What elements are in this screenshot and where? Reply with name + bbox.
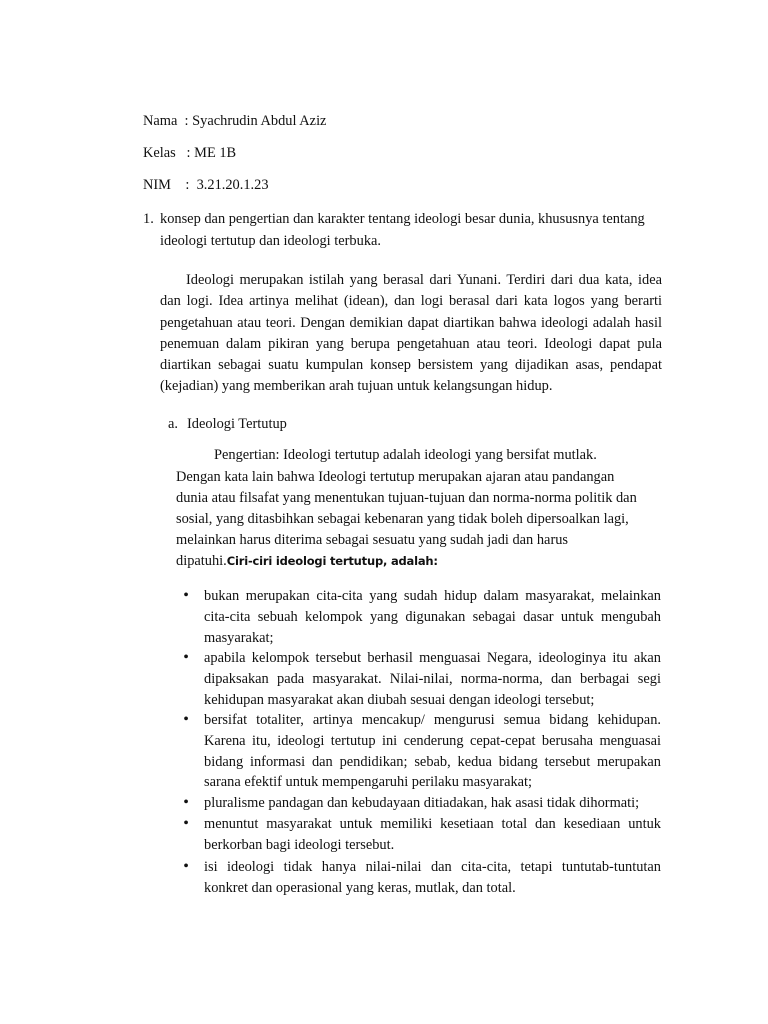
nim-value: 3.21.20.1.23 (196, 177, 269, 193)
bullet-item-5: menuntut masyarakat untuk memiliki kesetiaan total dan kesediaan untuk berkorban bagi ideologi tersebut. (204, 816, 661, 853)
question-number: 1. (143, 211, 154, 227)
bullet-item-2: apabila kelompok tersebut berhasil menguasai Negara, ideologinya itu akan dipaksakan pada masyarakat. Nilai-nilai, norma-norma, dan berbagai segi kehidupan masyarakat akan diubah sesuai dengan ideologi tersebut; (204, 650, 661, 708)
bullet-item-1: bukan merupakan cita-cita yang sudah hidup dalam masyarakat, melainkan cita-cita sebuah kelompok yang digunakan sebagai dasar untuk mengubah masyarakat; (204, 588, 661, 646)
nama-line (143, 110, 326, 132)
bullet-item-3: bersifat totaliter, artinya mencakup/ mengurusi semua bidang kehidupan. Karena itu, ideologi tertutup ini cenderung cepat-cepat berusaha menguasai bidang informasi dan pendidikan; sebab, kedua bidang tersebut merupakan sarana efektif untuk mempengaruhi perilaku masyarakat; (204, 712, 661, 791)
nim-label: NIM : (143, 177, 197, 193)
nama-value: Syachrudin Abdul Aziz (192, 113, 327, 129)
bullet-item-4: pluralisme pandagan dan kebudayaan ditiadakan, hak asasi tidak dihormati; (204, 795, 640, 811)
definition-line-3: dunia atau filsafat yang menentukan tujuan-tujuan dan norma-norma politik dan (176, 490, 637, 506)
question-line-1: konsep dan pengertian dan karakter tentang ideologi besar dunia, khususnya tentang (160, 211, 645, 227)
definition-line-1: Pengertian: Ideologi tertutup adalah ideologi yang bersifat mutlak. (214, 447, 597, 463)
definition-line-6 (176, 551, 438, 572)
kelas-value: ME 1B (194, 145, 237, 161)
definition-tail: dipatuhi. (176, 553, 227, 569)
definition-line-5: melainkan harus diterima sebagai sesuatu yang sudah jadi dan harus (176, 532, 569, 548)
section-a-marker: a. (168, 416, 178, 432)
kelas-line (143, 142, 236, 164)
bullet-dot-icon: • (183, 649, 189, 666)
bullet-dot-icon: • (183, 587, 189, 604)
definition-line-4: sosial, yang ditasbihkan sebagai kebenaran yang tidak boleh dipersoalkan lagi, (176, 511, 629, 527)
nim-line (143, 174, 269, 196)
question-line-2: ideologi tertutup dan ideologi terbuka. (160, 233, 382, 249)
kelas-label: Kelas : (143, 145, 195, 161)
ciri-heading: Ciri-ciri ideologi tertutup, adalah: (226, 554, 438, 568)
nama-label: Nama : (143, 113, 193, 129)
bullet-dot-icon: • (183, 815, 189, 832)
bullet-dot-icon: • (183, 711, 189, 728)
intro-paragraph: Ideologi merupakan istilah yang berasal dari Yunani. Terdiri dari dua kata, idea dan logi. Idea artinya melihat (idean), dan logi berasal dari kata logos yang berarti pengetahuan atau teori. Dengan demikian dapat diartikan bahwa ideologi adalah hasil penemuan dalam pikiran yang berupa pengetahuan atau teori. Ideologi dapat pula diartikan sebagai suatu kumpulan konsep bersistem yang dijadikan asas, pendapat (kejadian) yang memberikan arah tujuan untuk kelangsungan hidup. (160, 272, 662, 395)
section-a-title: Ideologi Tertutup (187, 416, 287, 432)
bullet-dot-icon: • (183, 794, 189, 811)
definition-line-2: Dengan kata lain bahwa Ideologi tertutup merupakan ajaran atau pandangan (176, 469, 615, 485)
bullet-item-6: isi ideologi tidak hanya nilai-nilai dan cita-cita, tetapi tuntutab-tuntutan konkret dan operasional yang keras, mutlak, dan total. (204, 859, 661, 896)
bullet-dot-icon: • (183, 858, 189, 875)
